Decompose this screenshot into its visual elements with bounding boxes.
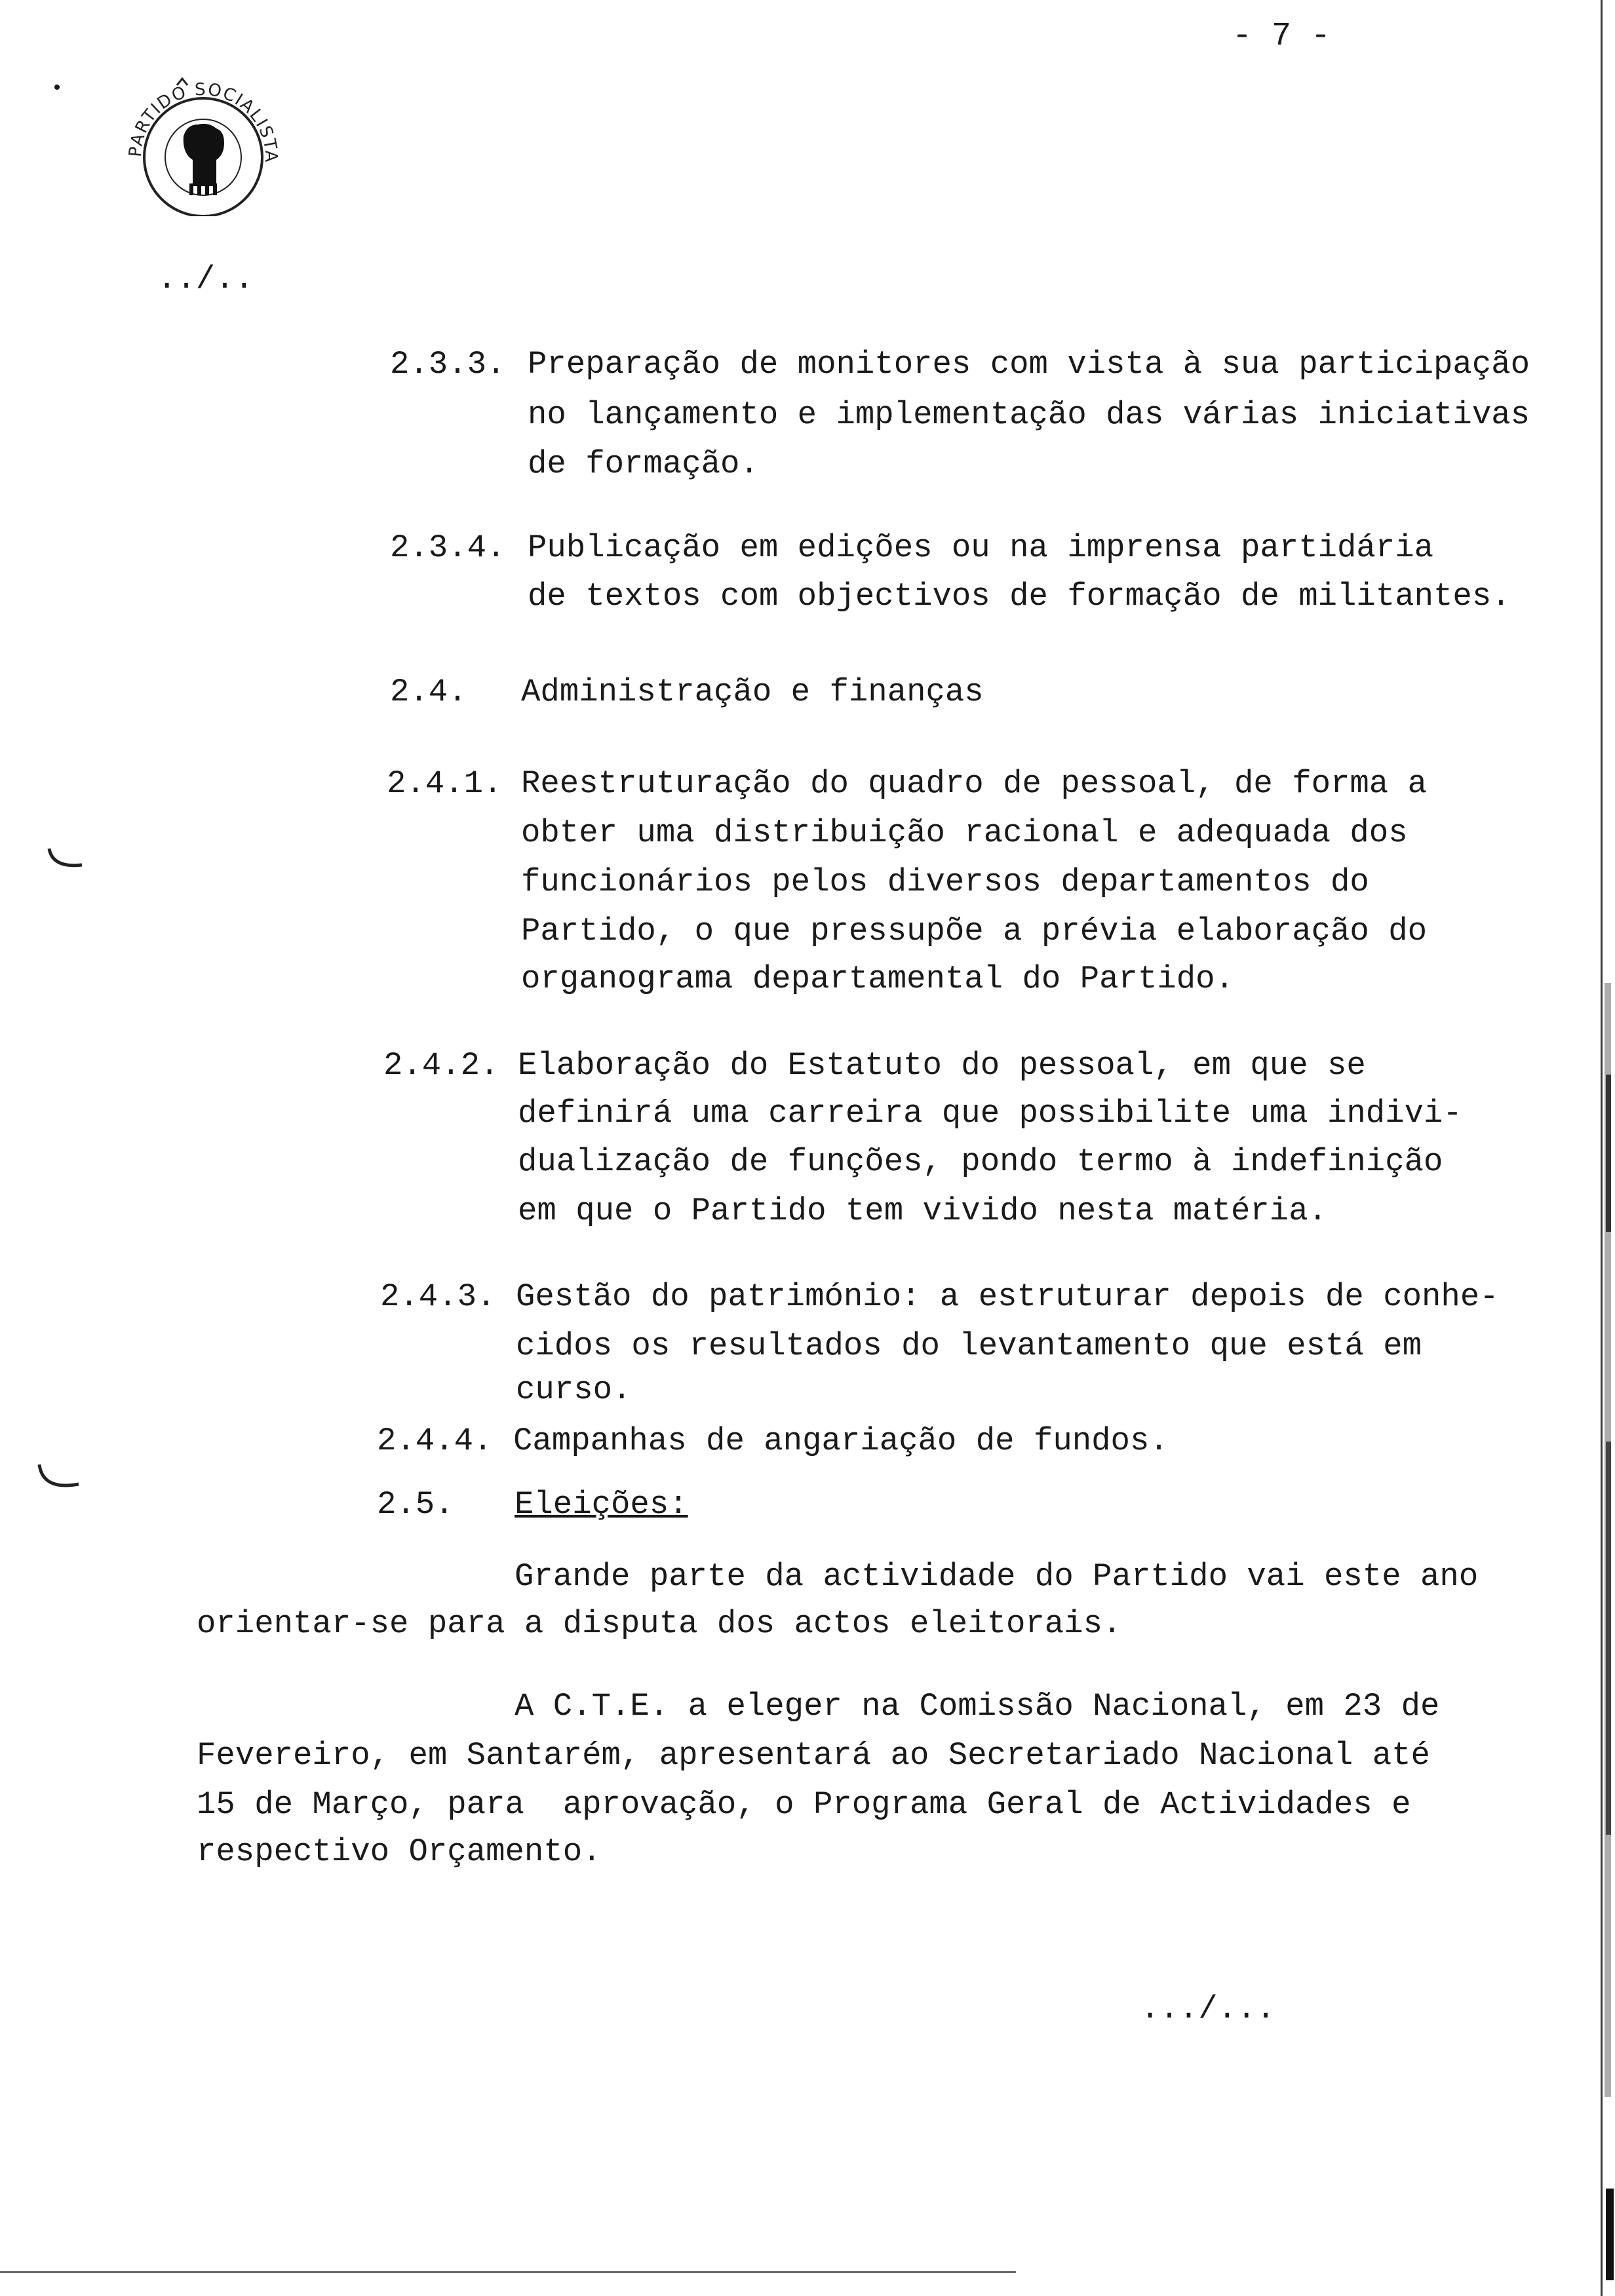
item-number: 2.4.2. (383, 1047, 499, 1084)
item-line: funcionários pelos diversos departamentos do (521, 864, 1369, 900)
item-line: no lançamento e implementação das várias iniciativas (528, 396, 1530, 433)
paragraph-line: orientar-se para a disputa dos actos eleitorais. (197, 1605, 1122, 1642)
continuation-mark-top: ../.. (157, 261, 254, 297)
item-number: 2.5. (377, 1486, 454, 1523)
item-line: Gestão do património: a estruturar depois de conhe- (516, 1278, 1499, 1315)
item-line: cidos os resultados do levantamento que está em (516, 1328, 1422, 1364)
fist-icon (184, 124, 224, 195)
margin-tick (36, 1461, 88, 1501)
item-number: 2.4.3. (380, 1278, 496, 1315)
item-number: 2.3.4. (390, 529, 506, 566)
item-line: Partido, o que pressupõe a prévia elaboração do (521, 913, 1428, 949)
item-line: obter uma distribuição racional e adequada dos (521, 814, 1408, 851)
item-number: 2.4.4. (377, 1423, 493, 1459)
item-line: Reestruturação do quadro de pessoal, de forma a (521, 765, 1428, 802)
item-line: Preparação de monitores com vista à sua participação (528, 346, 1530, 383)
scan-edge (1598, 0, 1615, 2296)
margin-mark: • (51, 78, 64, 100)
item-line: definirá uma carreira que possibilite uma indivi- (518, 1095, 1462, 1132)
item-line: em que o Partido tem vivido nesta matéria. (518, 1193, 1328, 1229)
paragraph-line: respectivo Orçamento. (197, 1833, 602, 1870)
item-line: organograma departamental do Partido. (521, 961, 1234, 997)
section-heading: Eleições: (515, 1486, 688, 1523)
item-line: Campanhas de angariação de fundos. (513, 1423, 1169, 1459)
paragraph-line: Grande parte da actividade do Partido vai este ano (515, 1558, 1479, 1595)
item-number: 2.3.3. (390, 346, 506, 383)
paragraph-line: Fevereiro, em Santarém, apresentará ao Secretariado Nacional até (197, 1737, 1430, 1774)
item-number: 2.4. (390, 674, 467, 710)
scan-bottom-line (0, 2271, 1016, 2273)
item-line: dualização de funções, pondo termo à indefinição (518, 1143, 1443, 1180)
item-line: de formação. (528, 446, 759, 482)
item-line: de textos com objectivos de formação de militantes. (528, 578, 1511, 615)
section-heading: Administração e finanças (521, 674, 984, 710)
item-line: curso. (516, 1371, 632, 1408)
party-logo (115, 59, 292, 216)
item-line: Publicação em edições ou na imprensa partidária (528, 529, 1434, 566)
margin-tick (46, 845, 92, 878)
paragraph-line: 15 de Março, para aprovação, o Programa Geral de Actividades e (197, 1786, 1411, 1823)
item-number: 2.4.1. (387, 765, 503, 802)
logo-text: PARTIDO SOCIALISTA (125, 79, 281, 164)
page-number: - 7 - (1232, 18, 1331, 55)
item-line: Elaboração do Estatuto do pessoal, em que se (518, 1047, 1366, 1084)
continuation-mark-bottom: .../... (1140, 1991, 1275, 2027)
paragraph-line: A C.T.E. a eleger na Comissão Nacional, em 23 de (515, 1688, 1440, 1725)
